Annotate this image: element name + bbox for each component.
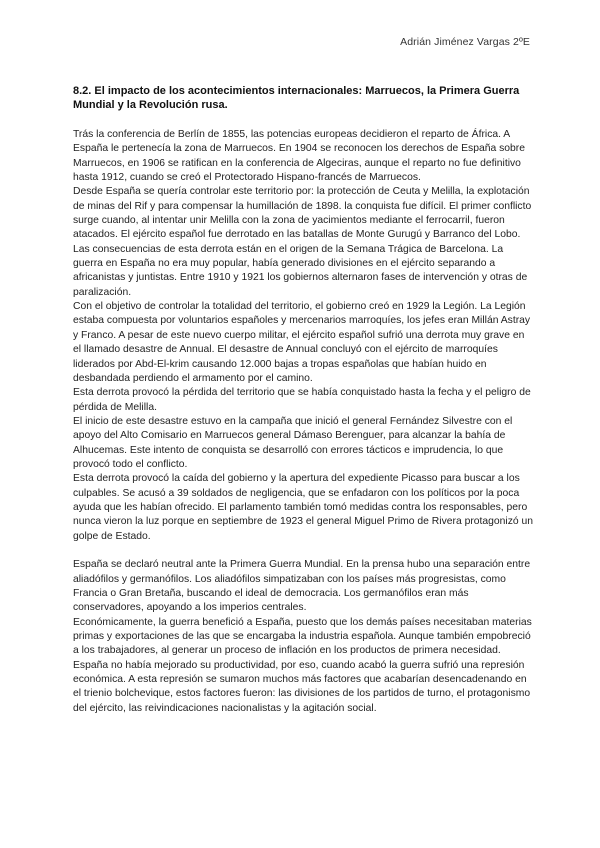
author-header: Adrián Jiménez Vargas 2ºE [400, 36, 530, 48]
paragraph-neutrality: España se declaró neutral ante la Primera Guerra Mundial. En la prensa hubo una separación entre aliadófilos y germanófilos. Los aliadófilos simpatizaban con los países más progresistas, como Francia o Gran Bretaña, buscando el ideal de democracia. Los germanófilos eran más conservadores, apoyando a los imperios centrales. [73, 559, 531, 614]
paragraph-spacer [73, 544, 535, 558]
paragraph-legion: Con el objetivo de controlar la totalidad del territorio, el gobierno creó en 1929 la Legión. La Legión estaba compuesta por voluntarios españoles y mercenarios marroquíes, los jefes eran Millán Astray y Franco. A pesar de este nuevo cuerpo militar, el ejército español sufrió una derrota muy grave en el llamado desastre de Annual. El desastre de Annual concluyó con el ejército de marroquíes liderados por Abd-El-krim causando 12.000 bajas a tropas españolas que habían huido en desbandada perdiendo el armamento por el camino. [73, 301, 531, 384]
paragraph-picasso-file: Esta derrota provocó la caída del gobierno y la apertura del expediente Picasso para buscar a los culpables. Se acusó a 39 soldados de negligencia, que se enfadaron con los políticos por la poca ayuda que les habían ofrecido. El parlamento también tomó medidas contra los responsables, pero nunca vieron la luz porque en septiembre de 1923 el general Miguel Primo de Rivera protagonizó un golpe de Estado. [73, 473, 534, 542]
paragraph-economy: Económicamente, la guerra benefició a España, puesto que los demás países necesitaban materias primas y exportaciones de las que se encargaba la industria española. Aunque también empobreció a los trabajadores, al generar un proceso de inflación en los productos de primera necesidad. [73, 616, 532, 657]
paragraph-berlin-conference: Trás la conferencia de Berlín de 1855, las potencias europeas decidieron el reparto de África. A España le pertenecía la zona de Marruecos. En 1904 se reconocen los derechos de España sobre Marruecos, en 1906 se ratifican en la conferencia de Algeciras, aunque el reparto no fue definitivo hasta 1912, cuando se creó el Protectorado Hispano-francés de Marruecos. [73, 129, 525, 184]
paragraph-postwar: España no había mejorado su productividad, por eso, cuando acabó la guerra sufrió una represión económica. A esta represión se sumaron muchos más factores que acabarían desencadenando en el trienio bolchevique, estos factores fueron: las divisiones de los partidos de turno, el protagonismo del ejército, las reivindicaciones nacionalistas y la agitación social. [73, 659, 531, 714]
section-title: 8.2. El impacto de los acontecimientos internacionales: Marruecos, la Primera Guerra Mundial y la Revolución rusa. [73, 85, 520, 111]
paragraph-control-territory: Desde España se quería controlar este territorio por: la protección de Ceuta y Melilla, la explotación de minas del Rif y para compensar la humillación de 1898. la conquista fue difícil. El primer conflicto surge cuando, al intentar unir Melilla con la zona de yacimientos mediante el ferrocarril, fueron atacados. El ejército español fue derrotado en las batallas de Monte Gurugú y Barranco del Lobo. Las consecuencias de esta derrota están en el origen de la Semana Trágica de Barcelona. La guerra en España no era muy popular, había generado divisiones en el ejército separando a africanistas y juntistas. Entre 1910 y 1921 los gobiernos alternaron fases de intervención y otras de paralización. [73, 186, 532, 298]
document-body [73, 128, 535, 716]
paragraph-territory-loss: Esta derrota provocó la pérdida del territorio que se había conquistado hasta la fecha y el peligro de pérdida de Melilla. [73, 387, 531, 413]
paragraph-alhucemas: El inicio de este desastre estuvo en la campaña que inició el general Fernández Silvestre con el apoyo del Alto Comisario en Marruecos general Dámaso Berenguer, para alcanzar la bahía de Alhucemas. Este intento de conquista se desarrolló con errores tácticos e imprudencia, lo que provocó todo el conflicto. [73, 415, 513, 470]
